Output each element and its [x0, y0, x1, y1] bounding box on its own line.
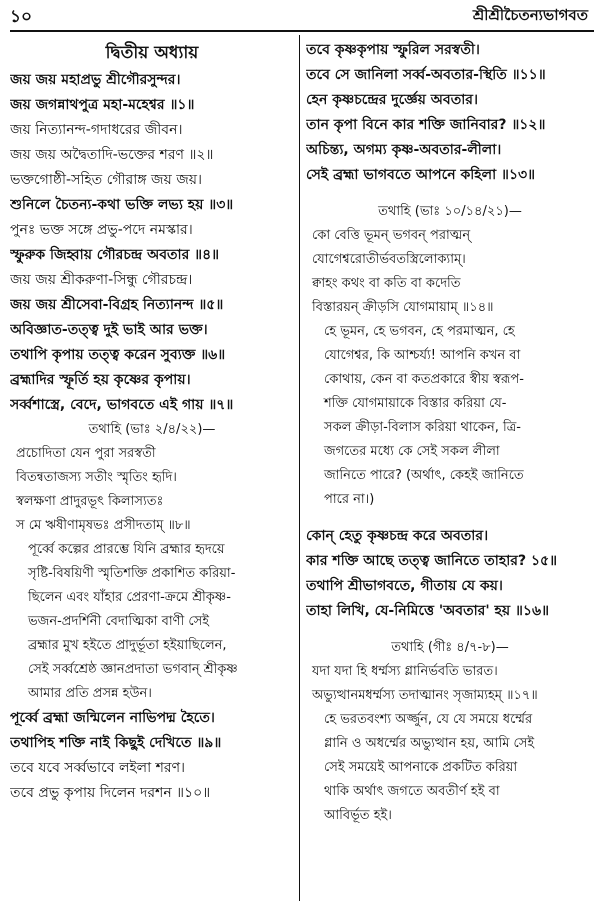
verse-line: সেই ব্রহ্মা ভাগবতে আপনে কহিলা ॥১৩॥ — [306, 167, 536, 183]
translation-prose — [306, 708, 594, 828]
verse-line: কোন্ হেতু কৃষ্ণচন্দ্র করে অবতার। — [306, 528, 489, 544]
verse-line: ব্রহ্মাদির স্ফূর্তি হয় কৃষ্ণের কৃপায়। — [10, 372, 191, 388]
verse-line: অবিজ্ঞাত-তত্ত্ব দুই ভাই আর ভক্ত। — [10, 322, 208, 338]
verse-line: তথাপিহ শক্তি নাই কিছুই দেখিতে ॥৯॥ — [10, 735, 222, 751]
prose-line: আমার প্রতি প্রসন্ন হউন। — [28, 686, 152, 701]
prose-line: কোথায়, কেন বা কতপ্রকারে স্বীয় স্বরূপ- — [324, 372, 524, 387]
sloka-line: বিস্তারয়ন্ ক্রীড়সি যোগমায়াম্ ॥১৪॥ — [312, 300, 494, 315]
citation: তথাহি (গীঃ ৪/৭-৮)— — [391, 640, 509, 655]
verse-block — [306, 38, 594, 188]
verse-line: হেন কৃষ্ণচন্দ্রের দুর্জ্ঞেয় অবতার। — [306, 92, 478, 108]
verse-line: সর্ব্বশাস্ত্রে, বেদে, ভাগবতে এই গায় ॥৭॥ — [10, 397, 234, 413]
prose-line: সেই সময়েই আপনাকে প্রকটিত করিয়া — [324, 760, 518, 775]
translation-prose — [306, 320, 594, 512]
sloka-line: কো বেত্তি ভূমন্ ভগবন্ পরাত্মন্ — [312, 228, 471, 243]
verse-line: তথাপি শ্রীভাগবতে, গীতায় যে কয়। — [306, 578, 503, 594]
verse-line: তথাপি কৃপায় তত্ত্ব করেন সুব্যক্ত ॥৬॥ — [10, 347, 226, 363]
sanskrit-sloka — [10, 442, 294, 538]
verse-line: জয় জয় শ্রীসেবা-বিগ্রহ নিত্যানন্দ ॥৫॥ — [10, 297, 224, 313]
verse-line: জয় জয় মহাপ্রভু শ্রীগৌরসুন্দর। — [10, 72, 181, 88]
verse-line: তান কৃপা বিনে কার শক্তি জানিবার? ॥১২॥ — [306, 117, 546, 133]
prose-line: ব্রহ্মার মুখ হইতে প্রাদুর্ভূতা হইয়াছিলেন, — [28, 638, 227, 653]
verse-line: শুনিলে চৈতন্য-কথা ভক্তি লভ্য হয় ॥৩॥ — [10, 197, 234, 213]
verse-line: কার শক্তি আছে তত্ত্ব জানিতে তাহার? ১৫॥ — [306, 553, 558, 569]
prose-line: থাকি অর্থাৎ জগতে অবতীর্ণ হই বা — [324, 784, 500, 799]
prose-line: আবির্ভূত হই। — [324, 808, 392, 823]
translation-prose — [10, 538, 294, 706]
prose-line: হে ভূমন, হে ভগবন, হে পরমাত্মন, হে — [324, 324, 515, 339]
prose-line: গ্লানি ও অধর্ম্মের অভ্যুত্থান হয়, আমি সেই — [324, 736, 535, 751]
sanskrit-sloka — [306, 224, 594, 320]
verse-line: জয় জয় শ্রীকরুণা-সিন্ধু গৌরচন্দ্র। — [10, 272, 193, 288]
sloka-line: স মে ঋষীণামৃষভঃ প্রসীদতাম্ ॥৮॥ — [16, 518, 191, 533]
running-title: শ্রীশ্রীচৈতন্যভাগবত — [472, 6, 588, 24]
prose-line: শক্তি যোগমায়াকে বিস্তার করিয়া যে- — [324, 396, 507, 411]
sloka-line: স্বলক্ষণা প্রাদুরভূৎ কিলাস্যতঃ — [16, 494, 164, 509]
prose-line: জগতের মধ্যে কে সেই সকল লীলা — [324, 444, 500, 459]
verse-line: তবে যবে সর্ব্বভাবে লইলা শরণ। — [10, 760, 186, 776]
prose-line: ছিলেন এবং যাঁহার প্রেরণা-ক্রমে শ্রীকৃষ্ণ- — [28, 590, 231, 605]
right-column — [306, 38, 594, 828]
verse-block — [306, 524, 594, 624]
prose-line: সকল ক্রীড়া-বিলাস করিয়া থাকেন, ত্রি- — [324, 420, 521, 435]
prose-line: জানিতে পারে? (অর্থাৎ, কেহই জানিতে — [324, 468, 524, 483]
verse-line: তবে প্রভু কৃপায় দিলেন দরশন ॥১০॥ — [10, 785, 211, 801]
sloka-line: প্রচোদিতা যেন পুরা সরস্বতী — [16, 446, 156, 461]
prose-line: পূর্ব্বে কল্পের প্রারম্ভে যিনি ব্রহ্মার হৃদয়ে — [28, 542, 225, 557]
sloka-line: অভ্যুত্থানমধর্ম্মস্য তদাত্মানং সৃজাম্যহম্ ॥১৭॥ — [312, 688, 538, 703]
spacer — [306, 512, 594, 524]
prose-line: সেই সর্ব্বশ্রেষ্ঠ জ্ঞানপ্রদাতা ভগবান্ শ্রীকৃষ্ণ — [28, 662, 238, 677]
prose-line: হে ভরতবংশ্য অর্জ্জুন, যে যে সময়ে ধর্ম্মের — [324, 712, 533, 727]
citation: তথাহি (ভাঃ ২/৪/২২)— — [88, 422, 216, 437]
verse-line: স্ফুরুক জিহ্বায় গৌরচন্দ্র অবতার ॥৪॥ — [10, 247, 220, 263]
sloka-line: ক্বাহং কথং বা কতি বা কদেতি — [312, 276, 461, 291]
verse-line: তবে সে জানিলা সর্ব্ব-অবতার-স্থিতি ॥১১॥ — [306, 67, 546, 83]
spacer — [306, 624, 594, 636]
verse-line: জয় নিত্যানন্দ-গদাধরের জীবন। — [10, 122, 183, 138]
verse-line: পুনঃ ভক্ত সঙ্গে প্রভু-পদে নমস্কার। — [10, 222, 193, 238]
header-rule — [10, 30, 594, 32]
prose-line: ভজন-প্রদর্শিনী বেদাত্মিকা বাণী সেই — [28, 614, 210, 629]
verse-line: ভক্তগোষ্ঠী-সহিত গৌরাঙ্গ জয় জয়। — [10, 172, 202, 188]
verse-line: জয় জয় অদ্বৈতাদি-ভক্তের শরণ ॥২॥ — [10, 147, 214, 163]
verse-line: পূর্ব্বে ব্রহ্মা জন্মিলেন নাভিপদ্ম হৈতে। — [10, 710, 215, 726]
column-divider — [299, 35, 300, 901]
spacer — [306, 188, 594, 200]
sloka-line: বিতন্বতাজস্য সতীং স্মৃতিং হৃদি। — [16, 470, 177, 485]
verse-line: অচিন্ত্য, অগম্য কৃষ্ণ-অবতার-লীলা। — [306, 142, 502, 158]
page-number: ১০ — [10, 7, 33, 27]
sloka-line: যোগেশ্বরোতীর্ভবতস্ত্রিলোক্যাম্। — [312, 252, 466, 267]
verse-line: তাহা লিখি, যে-নিমিত্তে 'অবতার' হয় ॥১৬॥ — [306, 603, 550, 619]
left-column — [10, 38, 294, 806]
verse-block — [10, 68, 294, 418]
sloka-line: যদা যদা হি ধর্ম্মস্য গ্লানির্ভবতি ভারত। — [312, 664, 498, 679]
chapter-heading: দ্বিতীয় অধ্যায় — [105, 43, 199, 63]
prose-line: যোগেশ্বর, কি আশ্চর্য্য! আপনি কখন বা — [324, 348, 521, 363]
verse-line: জয় জগন্নাথপুত্র মহা-মহেশ্বর ॥১॥ — [10, 97, 195, 113]
prose-line: পারে না।) — [324, 492, 375, 507]
citation: তথাহি (ভাঃ ১০/১৪/২১)— — [378, 204, 522, 219]
verse-block — [10, 706, 294, 806]
sanskrit-sloka — [306, 660, 594, 708]
prose-line: সৃষ্টি-বিষয়িণী স্মৃতিশক্তি প্রকাশিত করিয়া- — [28, 566, 236, 581]
verse-line: তবে কৃষ্ণকৃপায় স্ফুরিল সরস্বতী। — [306, 42, 480, 58]
